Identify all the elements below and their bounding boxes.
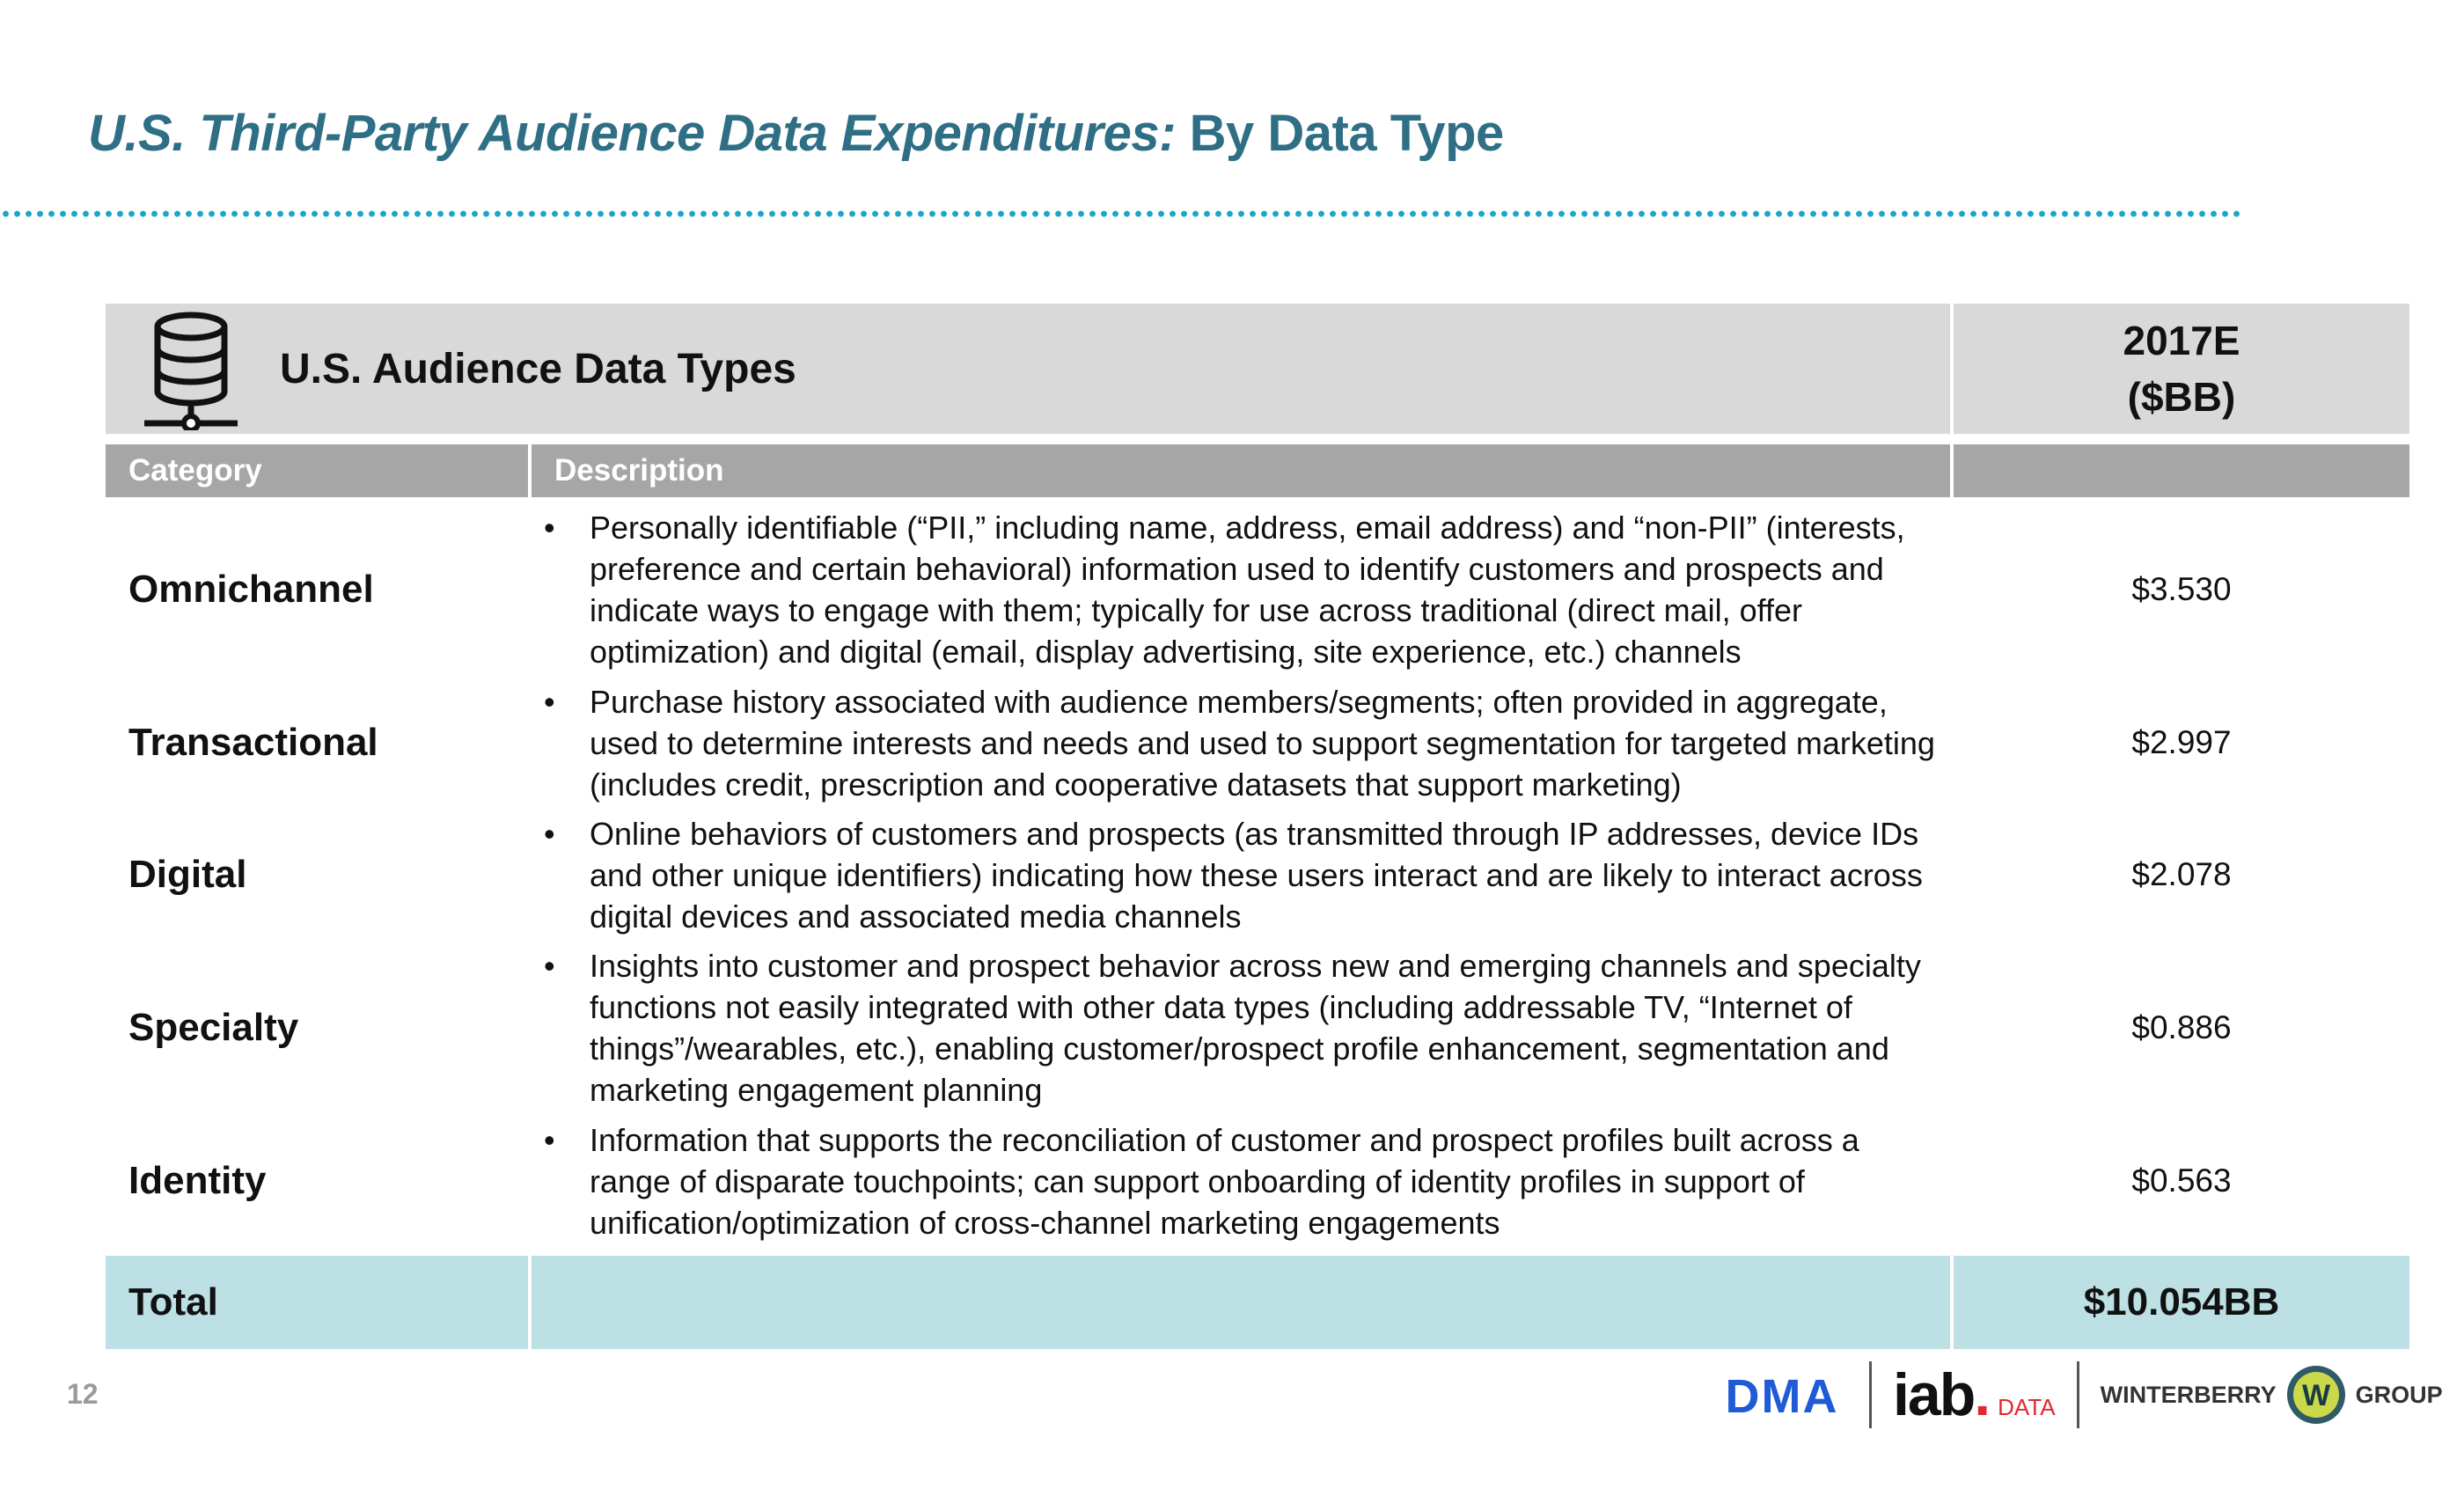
iab-data-logo bbox=[1893, 1360, 2056, 1429]
table-row-specialty bbox=[106, 941, 2409, 1115]
value-cell: $0.886 bbox=[2131, 1009, 2232, 1045]
description-cell bbox=[532, 945, 1954, 1111]
table-row-digital bbox=[106, 809, 2409, 941]
description-column-header: Description bbox=[532, 444, 1950, 497]
category-column-header: Category bbox=[106, 444, 528, 497]
dma-logo bbox=[1716, 1370, 1848, 1419]
category-cell: Specialty bbox=[128, 1006, 299, 1049]
data-types-table bbox=[106, 304, 2409, 1349]
value-cell: $2.997 bbox=[2131, 724, 2232, 760]
dotted-title-rule bbox=[0, 209, 2242, 218]
page-number: 12 bbox=[67, 1378, 99, 1410]
slide-title-regular: By Data Type bbox=[1189, 105, 1504, 162]
slide-title bbox=[88, 104, 1504, 163]
bullet-marker: • bbox=[544, 948, 555, 984]
bullet-marker: • bbox=[544, 1121, 555, 1158]
table-header-row bbox=[106, 304, 2409, 434]
category-cell: Identity bbox=[128, 1159, 267, 1202]
description-text: Purchase history associated with audience members/segments; often provided in aggregate, used to determine interests and needs and used to support segmentation for targeted marketing (includes credit, prescription and cooperative datasets that support marketing) bbox=[590, 683, 1935, 803]
total-value: $10.054BB bbox=[1954, 1256, 2409, 1349]
logo-separator bbox=[2077, 1361, 2079, 1428]
year-label: 2017E bbox=[2123, 318, 2240, 363]
value-column-header bbox=[1954, 444, 2409, 497]
table-row-transactional bbox=[106, 677, 2409, 809]
iab-logo-text: iab bbox=[1893, 1361, 1975, 1428]
logo-separator bbox=[1869, 1361, 1872, 1428]
description-cell bbox=[532, 1119, 1954, 1243]
winterberry-badge-icon bbox=[2285, 1364, 2347, 1426]
bullet-marker: • bbox=[544, 683, 555, 720]
winterberry-logo-text: WINTERBERRY bbox=[2100, 1381, 2277, 1408]
total-blank-cell bbox=[532, 1256, 1950, 1349]
value-cell: $0.563 bbox=[2131, 1162, 2232, 1199]
value-cell: $2.078 bbox=[2131, 856, 2232, 892]
table-row-identity bbox=[106, 1115, 2409, 1247]
category-cell: Digital bbox=[128, 853, 247, 896]
category-cell: Omnichannel bbox=[128, 568, 374, 611]
category-cell: Transactional bbox=[128, 721, 378, 764]
partner-logos bbox=[1716, 1355, 2455, 1434]
description-text: Information that supports the reconciliation of customer and prospect profiles built across a range of disparate touchpoints; can support onboarding of identity profiles in support of unification/optimization of cross-channel marketing engagements bbox=[590, 1121, 1859, 1241]
iab-logo-dot: . bbox=[1974, 1361, 1991, 1428]
total-row bbox=[106, 1256, 2409, 1349]
slide-title-italic: U.S. Third-Party Audience Data Expenditures: bbox=[88, 105, 1176, 162]
bullet-marker: • bbox=[544, 815, 555, 852]
column-header-row bbox=[106, 444, 2409, 497]
table-header-main bbox=[106, 304, 1950, 434]
year-column-header bbox=[1954, 304, 2409, 434]
table-row-omnichannel bbox=[106, 502, 2409, 677]
description-text: Insights into customer and prospect behavior across new and emerging channels and specialty functions not easily integrated with other data types (including addressable TV, “Internet of things”/wearables, etc.), enabling customer/prospect profile enhancement, segmentation and marketing engagement planning bbox=[590, 948, 1921, 1108]
winterberry-group-logo bbox=[2101, 1364, 2443, 1426]
group-logo-text: GROUP bbox=[2355, 1381, 2443, 1408]
iab-logo-data-text: DATA bbox=[1998, 1394, 2056, 1420]
value-cell: $3.530 bbox=[2131, 571, 2232, 607]
description-text: Online behaviors of customers and prospects (as transmitted through IP addresses, device IDs and other unique identifiers) indicating how these users interact and are likely to interact across digital devices and associated media channels bbox=[590, 815, 1923, 935]
total-label: Total bbox=[106, 1256, 528, 1349]
description-cell bbox=[532, 507, 1954, 672]
dma-logo-text: DMA bbox=[1725, 1370, 1839, 1419]
bullet-marker: • bbox=[544, 510, 555, 546]
description-text: Personally identifiable (“PII,” including name, address, email address) and “non-PII” (interests, preference and certain behavioral) information used to identify customers and prospects and indicate ways to engage with them; typically for use across traditional (direct mail, offer optimization) and digital (email, display advertising, site experience, etc.) channels bbox=[590, 510, 1905, 670]
year-unit-label: ($BB) bbox=[2127, 374, 2236, 420]
description-cell bbox=[532, 681, 1954, 805]
table-header-title: U.S. Audience Data Types bbox=[280, 345, 796, 392]
description-cell bbox=[532, 813, 1954, 937]
winterberry-badge-letter: W bbox=[2301, 1379, 2330, 1412]
database-icon bbox=[139, 307, 243, 430]
